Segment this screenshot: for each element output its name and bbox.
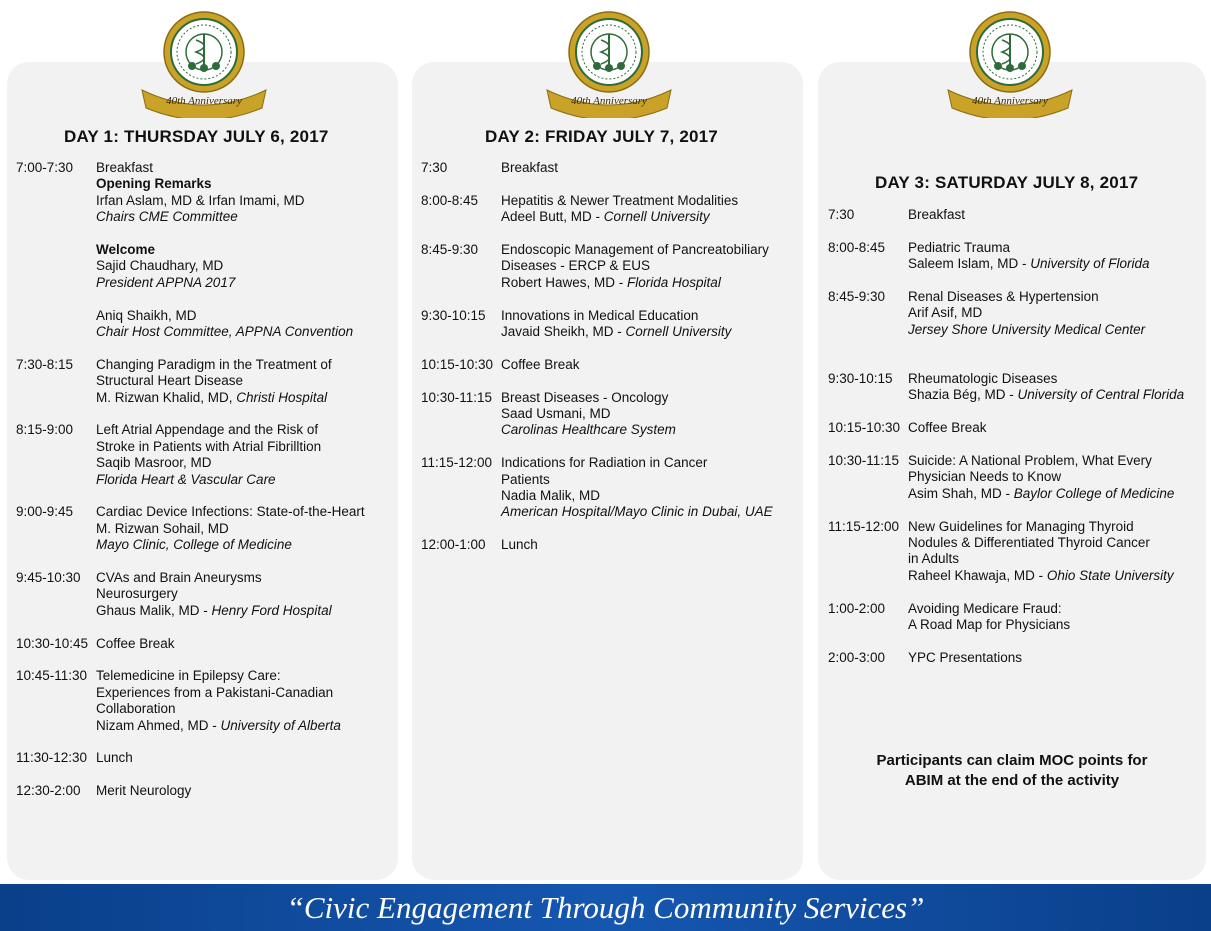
schedule-item bbox=[421, 455, 796, 521]
schedule-item bbox=[421, 390, 796, 439]
speaker-name: Nizam Ahmed, MD - bbox=[96, 717, 221, 733]
session-title: CVAs and Brain Aneurysms bbox=[96, 570, 262, 586]
day2-title: DAY 2: FRIDAY JULY 7, 2017 bbox=[485, 127, 718, 146]
time-slot: 9:30-10:15 bbox=[828, 371, 893, 386]
schedule-item bbox=[421, 537, 796, 553]
speaker-name: Asim Shah, MD - bbox=[908, 485, 1014, 501]
section-heading: Opening Remarks bbox=[96, 176, 212, 192]
schedule-item bbox=[828, 453, 1203, 502]
session-title: Avoiding Medicare Fraud: bbox=[908, 600, 1062, 616]
schedule-item bbox=[16, 242, 391, 291]
time-slot: 11:15-12:00 bbox=[828, 518, 900, 534]
session-title: Breakfast bbox=[96, 160, 154, 175]
session-title: YPC Presentations bbox=[908, 649, 1023, 665]
time-slot: 9:00-9:45 bbox=[16, 504, 74, 520]
time-slot: 7:30 bbox=[421, 160, 448, 175]
day1-schedule bbox=[16, 160, 391, 800]
day1-title: DAY 1: THURSDAY JULY 6, 2017 bbox=[64, 127, 329, 146]
session-title: Coffee Break bbox=[501, 356, 580, 372]
anniversary-seal-icon bbox=[539, 8, 679, 118]
schedule-item bbox=[16, 750, 391, 766]
time-slot bbox=[16, 308, 96, 341]
time-slot: 8:45-9:30 bbox=[421, 242, 479, 257]
slogan-banner bbox=[0, 884, 1211, 931]
speaker-affiliation: Carolinas Healthcare System bbox=[501, 422, 676, 438]
slogan-text: “Civic Engagement Through Community Services” bbox=[286, 889, 925, 925]
schedule-item bbox=[16, 176, 391, 225]
day2-schedule bbox=[421, 160, 796, 554]
time-slot: 12:30-2:00 bbox=[16, 783, 81, 799]
speaker-affiliation: University of Florida bbox=[1030, 256, 1150, 272]
speaker-name: Irfan Aslam, MD & Irfan Imami, MD bbox=[96, 192, 305, 208]
speaker-affiliation: Baylor College of Medicine bbox=[1013, 485, 1175, 501]
speaker-affiliation: Florida Heart & Vascular Care bbox=[96, 471, 276, 487]
schedule-item bbox=[828, 519, 1203, 585]
session-title: New Guidelines for Managing Thyroid bbox=[908, 518, 1134, 534]
schedule-item bbox=[16, 668, 391, 734]
time-slot: 10:30-10:45 bbox=[16, 635, 89, 651]
speaker-affiliation: Christi Hospital bbox=[236, 389, 328, 405]
session-title: Telemedicine in Epilepsy Care: bbox=[96, 668, 281, 684]
day3-schedule bbox=[828, 207, 1203, 666]
time-slot: 9:45-10:30 bbox=[16, 570, 81, 586]
session-title: Endoscopic Management of Pancreatobiliary bbox=[501, 242, 769, 257]
speaker-name: Saleem Islam, MD - bbox=[908, 256, 1031, 272]
time-slot: 8:00-8:45 bbox=[828, 239, 886, 255]
schedule-item bbox=[16, 570, 391, 619]
schedule-item bbox=[828, 601, 1203, 634]
schedule-item bbox=[16, 636, 391, 652]
speaker-name: Ghaus Malik, MD - bbox=[96, 602, 212, 618]
time-slot: 11:15-12:00 bbox=[421, 455, 493, 471]
speaker-affiliation: University of Alberta bbox=[220, 717, 341, 733]
session-title: Lunch bbox=[501, 537, 538, 553]
speaker-affiliation: Cornell University bbox=[603, 209, 710, 225]
schedule-item bbox=[16, 160, 391, 176]
session-title: Innovations in Medical Education bbox=[501, 307, 699, 323]
session-title: Changing Paradigm in the Treatment of bbox=[96, 356, 332, 372]
time-slot: 10:45-11:30 bbox=[16, 668, 88, 684]
speaker-affiliation: Henry Ford Hospital bbox=[211, 602, 332, 618]
speaker-affiliation: Mayo Clinic, College of Medicine bbox=[96, 537, 292, 553]
session-title: Diseases - ERCP & EUS bbox=[501, 258, 651, 274]
speaker-affiliation: University of Central Florida bbox=[1017, 387, 1185, 403]
speaker-name: Nadia Malik, MD bbox=[501, 488, 601, 504]
speaker-name: Saqib Masroor, MD bbox=[96, 455, 212, 471]
schedule-item bbox=[421, 242, 796, 291]
speaker-name: Javaid Sheikh, MD - bbox=[501, 324, 626, 340]
schedule-item bbox=[16, 504, 391, 553]
speaker-role: President APPNA 2017 bbox=[96, 274, 236, 290]
time-slot: 8:45-9:30 bbox=[828, 289, 886, 304]
anniversary-seal-icon bbox=[134, 8, 274, 118]
session-title: Left Atrial Appendage and the Risk of bbox=[96, 422, 319, 438]
session-title: Collaboration bbox=[96, 701, 176, 717]
schedule-item bbox=[421, 193, 796, 226]
schedule-item bbox=[421, 160, 796, 176]
session-title: Breakfast bbox=[908, 207, 966, 222]
session-title: Merit Neurology bbox=[96, 783, 192, 799]
session-title: Hepatitis & Newer Treatment Modalities bbox=[501, 192, 739, 208]
speaker-name: Aniq Shaikh, MD bbox=[96, 307, 197, 323]
time-slot bbox=[16, 176, 96, 225]
session-title: Cardiac Device Infections: State-of-the-Heart bbox=[96, 504, 365, 520]
session-title: Pediatric Trauma bbox=[908, 239, 1011, 255]
speaker-role: Chairs CME Committee bbox=[96, 209, 238, 225]
time-slot: 7:30-8:15 bbox=[16, 356, 74, 372]
time-slot: 11:30-12:30 bbox=[16, 750, 88, 766]
speaker-name: Saad Usmani, MD bbox=[501, 406, 611, 422]
schedule-item bbox=[421, 357, 796, 373]
speaker-role: Chair Host Committee, APPNA Convention bbox=[96, 324, 354, 340]
schedule-item bbox=[16, 308, 391, 341]
session-title: Physician Needs to Know bbox=[908, 469, 1062, 485]
speaker-affiliation: Florida Hospital bbox=[627, 274, 721, 290]
session-title: Coffee Break bbox=[908, 420, 987, 436]
speaker-name: Adeel Butt, MD - bbox=[501, 209, 604, 225]
schedule-item bbox=[16, 422, 391, 488]
speaker-name: M. Rizwan Khalid, MD, bbox=[96, 389, 237, 405]
session-title: Breakfast bbox=[501, 160, 559, 175]
time-slot: 12:00-1:00 bbox=[421, 537, 486, 553]
schedule-item bbox=[16, 357, 391, 406]
speaker-affiliation: American Hospital/Mayo Clinic in Dubai, UAE bbox=[501, 504, 773, 520]
speaker-name: Arif Asif, MD bbox=[908, 305, 983, 321]
schedule-item bbox=[828, 289, 1203, 338]
speaker-name: Sajid Chaudhary, MD bbox=[96, 258, 224, 274]
session-title: Nodules & Differentiated Thyroid Cancer bbox=[908, 535, 1150, 551]
schedule-item bbox=[828, 650, 1203, 666]
speaker-affiliation: Ohio State University bbox=[1046, 567, 1174, 583]
schedule-item bbox=[828, 371, 1203, 404]
time-slot: 9:30-10:15 bbox=[421, 307, 486, 323]
speaker-name: Robert Hawes, MD - bbox=[501, 274, 628, 290]
session-title: Stroke in Patients with Atrial Fibrilltion bbox=[96, 438, 322, 454]
schedule-item bbox=[16, 783, 391, 799]
session-title: Indications for Radiation in Cancer bbox=[501, 455, 708, 471]
time-slot: 8:00-8:45 bbox=[421, 192, 479, 208]
time-slot: 10:30-11:15 bbox=[421, 389, 493, 405]
speaker-affiliation: Cornell University bbox=[625, 324, 732, 340]
session-title: Suicide: A National Problem, What Every bbox=[908, 453, 1152, 468]
day3-title: DAY 3: SATURDAY JULY 8, 2017 bbox=[875, 173, 1139, 192]
schedule-item bbox=[421, 308, 796, 341]
moc-note-line: ABIM at the end of the activity bbox=[904, 772, 1120, 789]
session-title: Neurosurgery bbox=[96, 586, 178, 602]
session-title: Patients bbox=[501, 471, 550, 487]
time-slot: 7:00-7:30 bbox=[16, 160, 74, 175]
schedule-item bbox=[828, 207, 1203, 223]
speaker-name: M. Rizwan Sohail, MD bbox=[96, 520, 229, 536]
session-title: Experiences from a Pakistani-Canadian bbox=[96, 684, 334, 700]
session-title: Rheumatologic Diseases bbox=[908, 371, 1058, 386]
time-slot: 2:00-3:00 bbox=[828, 649, 886, 665]
time-slot: 7:30 bbox=[828, 207, 855, 222]
session-title: in Adults bbox=[908, 551, 960, 567]
time-slot: 10:15-10:30 bbox=[828, 420, 901, 436]
session-title: Structural Heart Disease bbox=[96, 373, 244, 389]
session-title: Breast Diseases - Oncology bbox=[501, 389, 669, 405]
speaker-affiliation: Jersey Shore University Medical Center bbox=[908, 321, 1146, 337]
speaker-name: Shazia Bég, MD - bbox=[908, 387, 1018, 403]
schedule-item bbox=[828, 420, 1203, 436]
session-title: Coffee Break bbox=[96, 635, 175, 651]
moc-note bbox=[818, 751, 1206, 791]
time-slot: 10:15-10:30 bbox=[421, 356, 494, 372]
time-slot: 8:15-9:00 bbox=[16, 422, 74, 438]
time-slot: 10:30-11:15 bbox=[828, 453, 900, 468]
session-title: A Road Map for Physicians bbox=[908, 617, 1071, 633]
anniversary-seal-icon bbox=[940, 8, 1080, 118]
session-title: Lunch bbox=[96, 750, 133, 766]
session-title: Renal Diseases & Hypertension bbox=[908, 289, 1099, 304]
speaker-name: Raheel Khawaja, MD - bbox=[908, 567, 1047, 583]
section-heading: Welcome bbox=[96, 242, 156, 258]
time-slot: 1:00-2:00 bbox=[828, 600, 886, 616]
time-slot bbox=[16, 242, 96, 291]
moc-note-line: Participants can claim MOC points for bbox=[876, 752, 1148, 769]
schedule-item bbox=[828, 240, 1203, 273]
